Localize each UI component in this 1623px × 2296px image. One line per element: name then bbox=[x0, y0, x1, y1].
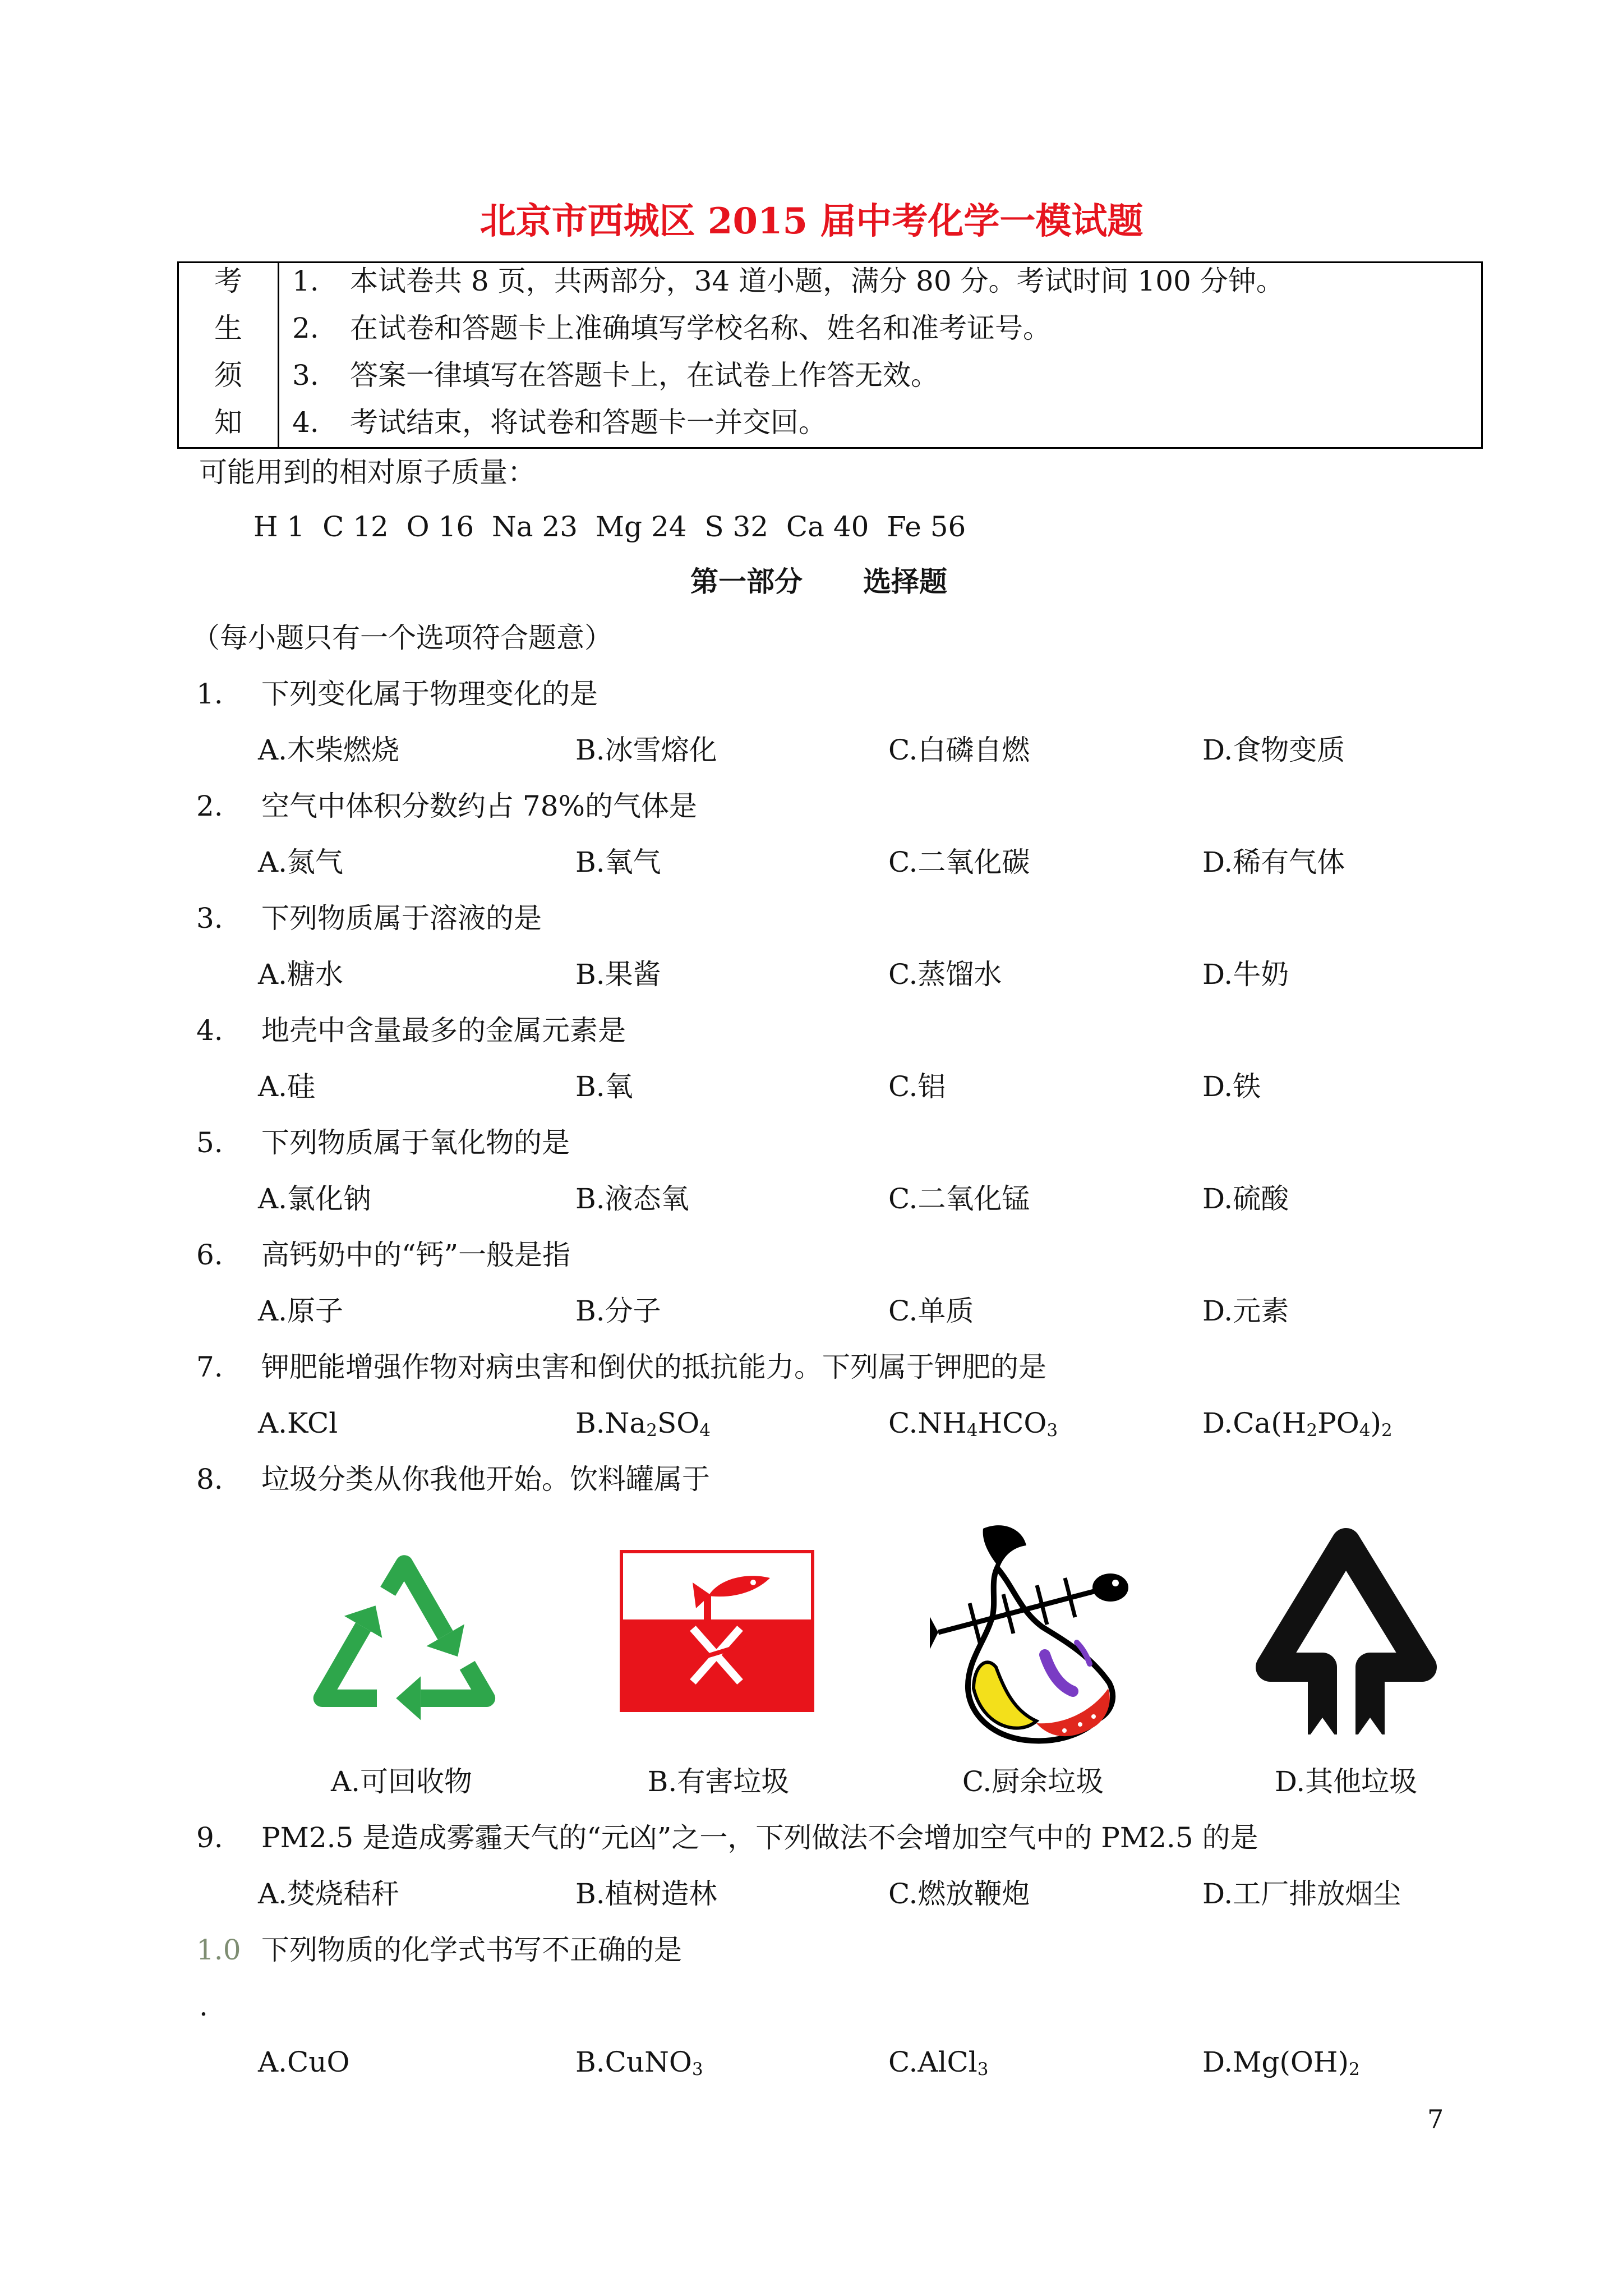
question-3-options bbox=[0, 946, 1623, 1002]
part-name: 第一部分 bbox=[690, 565, 803, 598]
option-text: SO bbox=[657, 1407, 700, 1439]
subscript: 2 bbox=[1381, 1420, 1393, 1441]
option-c: C.燃放鞭炮 bbox=[888, 1878, 1030, 1910]
option-c bbox=[888, 2034, 988, 2090]
notice-heading-char: 知 bbox=[214, 406, 242, 439]
option-d: D.硫酸 bbox=[1202, 1182, 1289, 1215]
option-b bbox=[575, 2034, 703, 2090]
option-a: A.原子 bbox=[258, 1295, 344, 1327]
subscript: 3 bbox=[1046, 1420, 1058, 1441]
figure-label-c: C.厨余垃圾 bbox=[962, 1765, 1104, 1798]
question-stem: 地壳中含量最多的金属元素是 bbox=[261, 1014, 626, 1047]
option-a: A.硅 bbox=[258, 1070, 316, 1103]
subscript: 2 bbox=[1306, 1420, 1318, 1441]
figure-label-d: D.其他垃圾 bbox=[1274, 1765, 1418, 1798]
kitchen-waste-icon bbox=[930, 1520, 1136, 1746]
question-4 bbox=[0, 1002, 1623, 1059]
notice-items bbox=[279, 263, 1481, 447]
subscript: 4 bbox=[966, 1420, 978, 1441]
option-c: C.二氧化碳 bbox=[888, 846, 1030, 878]
notice-heading-char: 生 bbox=[214, 312, 242, 344]
question-number: 1. bbox=[196, 678, 223, 710]
notice-item bbox=[279, 305, 1481, 352]
question-stem: PM2.5 是造成雾霾天气的“元凶”之一，下列做法不会增加空气中的 PM2.5 的是 bbox=[261, 1821, 1258, 1854]
question-7 bbox=[0, 1339, 1623, 1395]
notice-item-text: 在试卷和答题卡上准确填写学校名称、姓名和准考证号。 bbox=[350, 312, 1051, 344]
option-b: B.分子 bbox=[575, 1295, 661, 1327]
subscript: 2 bbox=[646, 1420, 657, 1441]
notice-item-text: 考试结束，将试卷和答题卡一并交回。 bbox=[350, 406, 827, 439]
question-2-options bbox=[0, 834, 1623, 890]
question-number: 4. bbox=[196, 1014, 223, 1047]
option-d: D.元素 bbox=[1202, 1295, 1289, 1327]
question-6 bbox=[0, 1227, 1623, 1283]
question-5 bbox=[0, 1115, 1623, 1171]
question-stem: 空气中体积分数约占 78%的气体是 bbox=[261, 790, 698, 822]
apple-stem bbox=[983, 1525, 1026, 1568]
page-number: 7 bbox=[1427, 2104, 1444, 2134]
question-stem: 垃圾分类从你我他开始。饮料罐属于 bbox=[261, 1463, 710, 1496]
question-stem: 下列变化属于物理变化的是 bbox=[261, 678, 598, 710]
option-c bbox=[888, 1395, 1058, 1451]
question-stem: 下列物质属于氧化物的是 bbox=[261, 1126, 570, 1159]
stray-period: . bbox=[199, 1990, 208, 2022]
option-c: C.二氧化锰 bbox=[888, 1182, 1030, 1215]
recycle-icon bbox=[306, 1543, 497, 1726]
notice-item-number: 2. bbox=[292, 312, 319, 344]
notice-heading-char: 考 bbox=[214, 265, 242, 297]
option-a: A.氯化钠 bbox=[258, 1182, 372, 1215]
option-c: C.白磷自燃 bbox=[888, 734, 1030, 766]
question-stem: 高钙奶中的“钙”一般是指 bbox=[261, 1239, 571, 1271]
other-waste-icon bbox=[1247, 1520, 1446, 1739]
option-d: D.食物变质 bbox=[1202, 734, 1345, 766]
option-d bbox=[1202, 1395, 1393, 1451]
question-number: 1.0 bbox=[196, 1934, 241, 1966]
atomic-mass-label: 可能用到的相对原子质量： bbox=[199, 456, 536, 489]
question-stem: 下列物质的化学式书写不正确的是 bbox=[261, 1934, 682, 1966]
option-a: A.氮气 bbox=[258, 846, 344, 878]
question-number: 8. bbox=[196, 1463, 223, 1496]
option-a: A.焚烧秸秆 bbox=[258, 1878, 400, 1910]
question-number: 6. bbox=[196, 1239, 223, 1271]
question-5-options bbox=[0, 1171, 1623, 1227]
notice-item-number: 1. bbox=[292, 265, 319, 297]
option-b: B.氧 bbox=[575, 1070, 633, 1103]
question-10 bbox=[0, 1922, 1623, 1978]
question-2 bbox=[0, 778, 1623, 834]
option-b: B.氧气 bbox=[575, 846, 661, 878]
notice-item bbox=[279, 399, 1481, 446]
hazard-red-band bbox=[620, 1619, 814, 1712]
subscript: 3 bbox=[691, 2059, 703, 2080]
notice-table bbox=[177, 261, 1483, 449]
notice-heading-char: 须 bbox=[214, 359, 242, 392]
atomic-mass-values: H 1 C 12 O 16 Na 23 Mg 24 S 32 Ca 40 Fe 56 bbox=[253, 510, 966, 543]
subscript: 3 bbox=[977, 2059, 989, 2080]
question-9-options bbox=[0, 1866, 1623, 1922]
notice-item-number: 4. bbox=[292, 406, 319, 439]
option-d: D.牛奶 bbox=[1202, 958, 1289, 991]
option-b: B.植树造林 bbox=[575, 1878, 717, 1910]
option-a: A.KCl bbox=[258, 1407, 338, 1439]
option-b: B.冰雪熔化 bbox=[575, 734, 717, 766]
subscript: 2 bbox=[1349, 2059, 1360, 2080]
option-b bbox=[575, 1395, 711, 1451]
notice-item-text: 答案一律填写在答题卡上，在试卷上作答无效。 bbox=[350, 359, 939, 392]
question-6-options bbox=[0, 1283, 1623, 1339]
option-b: B.液态氧 bbox=[575, 1182, 689, 1215]
option-text: B.CuNO bbox=[575, 2046, 692, 2078]
option-a: A.CuO bbox=[258, 2046, 350, 2078]
subscript: 4 bbox=[1359, 1420, 1371, 1441]
notice-item-text: 本试卷共 8 页，共两部分，34 道小题，满分 80 分。考试时间 100 分钟。 bbox=[350, 265, 1284, 297]
question-4-options bbox=[0, 1059, 1623, 1115]
option-b: B.果酱 bbox=[575, 958, 661, 991]
option-c: C.铝 bbox=[888, 1070, 946, 1103]
option-text: C.AlCl bbox=[888, 2046, 978, 2078]
question-1-options bbox=[0, 722, 1623, 778]
question-10-continuation bbox=[0, 1978, 1623, 2034]
part-instruction: （每小题只有一个选项符合题意） bbox=[192, 622, 612, 654]
waste-sorting-figure bbox=[0, 1507, 1623, 1754]
notice-item bbox=[279, 257, 1481, 305]
figure-labels bbox=[0, 1754, 1623, 1810]
question-8 bbox=[0, 1451, 1623, 1507]
option-text: B.Na bbox=[575, 1407, 647, 1439]
question-stem: 下列物质属于溶液的是 bbox=[261, 902, 542, 935]
part-title: 选择题 bbox=[863, 565, 947, 598]
option-text: D.Mg(OH) bbox=[1202, 2046, 1349, 2078]
question-1 bbox=[0, 666, 1623, 722]
subscript: 4 bbox=[699, 1420, 711, 1441]
question-3 bbox=[0, 890, 1623, 946]
question-9 bbox=[0, 1810, 1623, 1866]
notice-item-number: 3. bbox=[292, 359, 319, 392]
option-text: D.Ca(H bbox=[1202, 1407, 1307, 1439]
hazard-fish-eye bbox=[750, 1580, 756, 1585]
question-number: 5. bbox=[196, 1126, 223, 1159]
question-list bbox=[0, 666, 1623, 2090]
figure-label-a: A.可回收物 bbox=[330, 1765, 472, 1798]
notice-heading bbox=[179, 263, 279, 447]
question-number: 9. bbox=[196, 1821, 223, 1854]
option-text: ) bbox=[1370, 1407, 1382, 1439]
figure-label-b: B.有害垃圾 bbox=[647, 1765, 790, 1798]
question-7-options bbox=[0, 1395, 1623, 1451]
question-10-options bbox=[0, 2034, 1623, 2090]
option-text: HCO bbox=[978, 1407, 1047, 1439]
option-a: A.木柴燃烧 bbox=[258, 734, 400, 766]
option-c: C.单质 bbox=[888, 1295, 974, 1327]
option-c: C.蒸馏水 bbox=[888, 958, 1002, 991]
option-d: D.工厂排放烟尘 bbox=[1202, 1878, 1401, 1910]
question-number: 2. bbox=[196, 790, 223, 822]
page-title: 北京市西城区 2015 届中考化学一模试题 bbox=[479, 200, 1144, 242]
option-d: D.稀有气体 bbox=[1202, 846, 1345, 878]
notice-item bbox=[279, 352, 1481, 399]
question-stem: 钾肥能增强作物对病虫害和倒伏的抵抗能力。下列属于钾肥的是 bbox=[261, 1351, 1046, 1383]
question-number: 3. bbox=[196, 902, 223, 935]
option-d bbox=[1202, 2034, 1360, 2090]
hazardous-waste-icon bbox=[620, 1550, 814, 1712]
other-waste-outline bbox=[1270, 1543, 1422, 1734]
option-text: C.NH bbox=[888, 1407, 967, 1439]
option-a: A.糖水 bbox=[258, 958, 344, 991]
question-number: 7. bbox=[196, 1351, 223, 1383]
option-text: PO bbox=[1317, 1407, 1359, 1439]
option-d: D.铁 bbox=[1202, 1070, 1261, 1103]
